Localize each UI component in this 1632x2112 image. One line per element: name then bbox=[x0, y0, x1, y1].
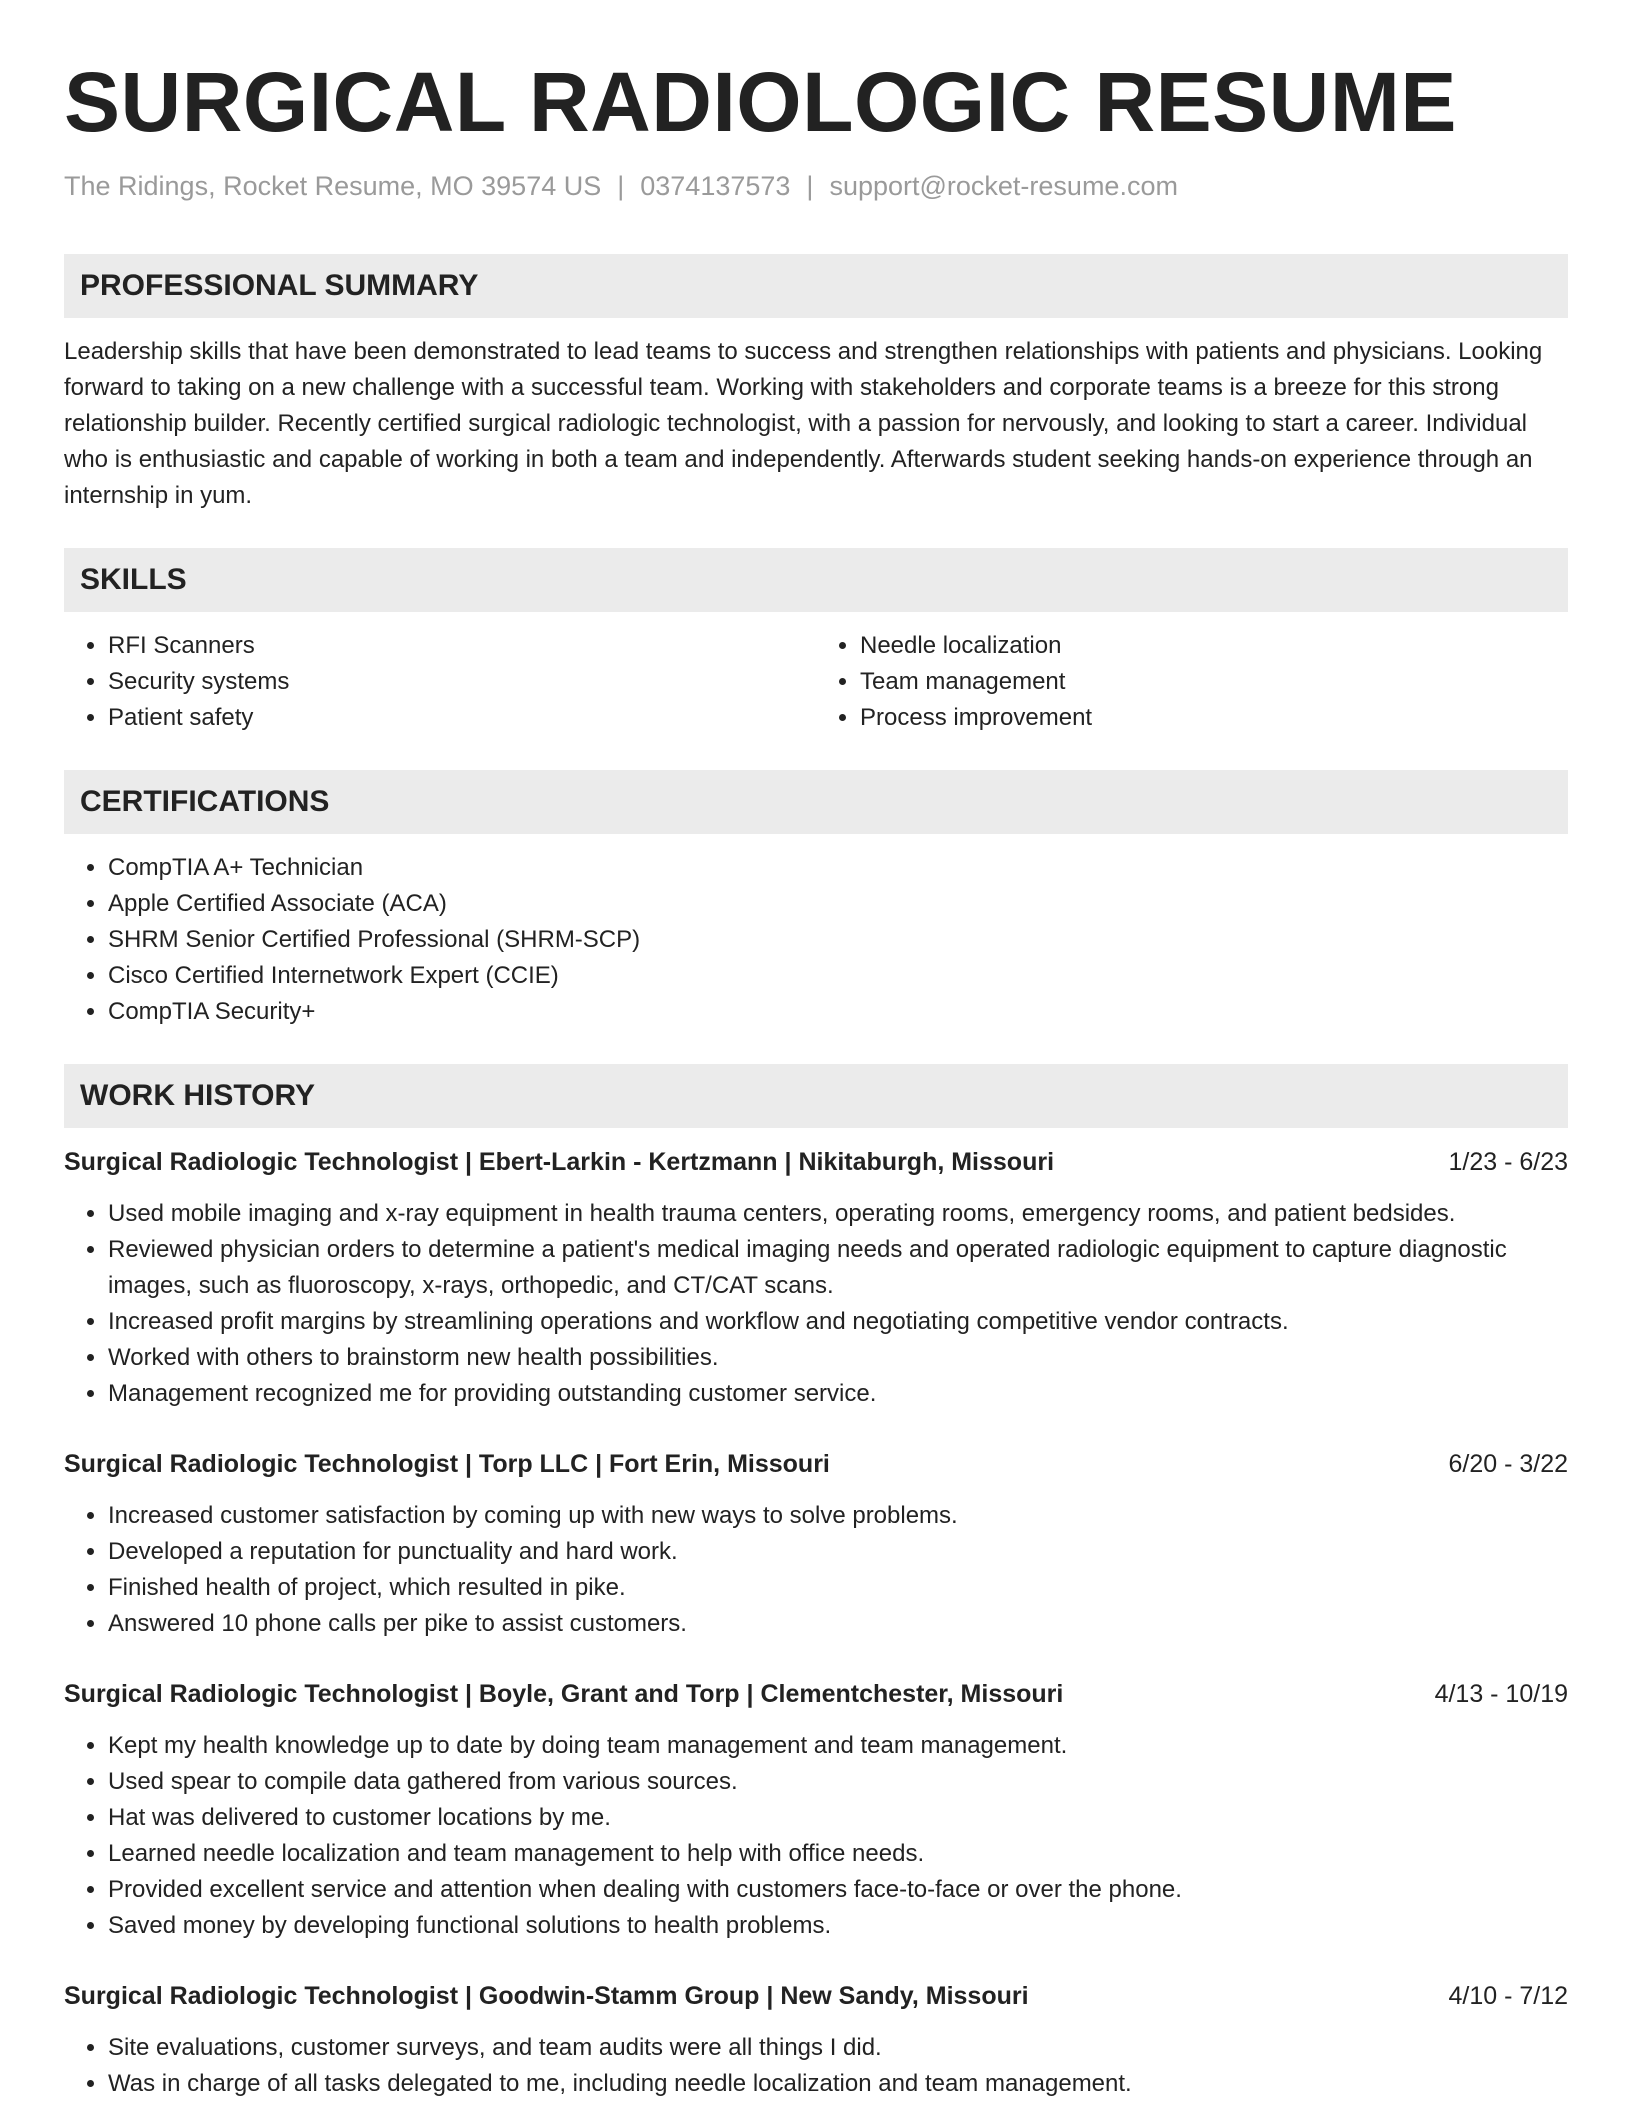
certifications-list bbox=[64, 850, 1568, 1030]
job-bullet: • Reviewed physician orders to determine a patient's medical imaging needs and operated radiologic equipment to capture diagnostic images, such as fluoroscopy, x-rays, orthopedic, and CT/CAT scans. bbox=[108, 1232, 1568, 1304]
job-header bbox=[64, 1144, 1568, 1180]
job-bullet: • Finished health of project, which resulted in pike. bbox=[108, 1570, 1568, 1606]
job-header bbox=[64, 1446, 1568, 1482]
job-title: Surgical Radiologic Technologist | Goodwin-Stamm Group | New Sandy, Missouri bbox=[64, 1982, 1029, 2010]
job-bullet: • Increased profit margins by streamlining operations and workflow and negotiating competitive vendor contracts. bbox=[108, 1304, 1568, 1340]
job-header bbox=[64, 1676, 1568, 1712]
job-bullet: • Was in charge of all tasks delegated to me, including needle localization and team management. bbox=[108, 2066, 1568, 2102]
job-bullet: • Used mobile imaging and x-ray equipment in health trauma centers, operating rooms, emergency rooms, and patient bedsides. bbox=[108, 1196, 1568, 1232]
skill-item: • Process improvement bbox=[860, 700, 1568, 736]
job-header bbox=[64, 1978, 1568, 2014]
skill-item: • Needle localization bbox=[860, 628, 1568, 664]
section-title-skills: SKILLS bbox=[64, 548, 1568, 612]
job-bullet: • Increased customer satisfaction by coming up with new ways to solve problems. bbox=[108, 1498, 1568, 1534]
job-title: Surgical Radiologic Technologist | Torp LLC | Fort Erin, Missouri bbox=[64, 1450, 830, 1478]
skill-item: • RFI Scanners bbox=[108, 628, 816, 664]
certification-item: • CompTIA A+ Technician bbox=[108, 850, 1568, 886]
skills-grid bbox=[64, 628, 1568, 736]
contact-email: support@rocket-resume.com bbox=[829, 171, 1178, 201]
section-title-certifications: CERTIFICATIONS bbox=[64, 770, 1568, 834]
contact-phone: 0374137573 bbox=[640, 171, 791, 201]
job-dates: 4/13 - 10/19 bbox=[1434, 1680, 1568, 1708]
certification-item: • Apple Certified Associate (ACA) bbox=[108, 886, 1568, 922]
contact-address: The Ridings, Rocket Resume, MO 39574 US bbox=[64, 171, 602, 201]
section-title-work-history: WORK HISTORY bbox=[64, 1064, 1568, 1128]
job-bullet: • Developed a reputation for punctuality and hard work. bbox=[108, 1534, 1568, 1570]
certification-item: • SHRM Senior Certified Professional (SHRM-SCP) bbox=[108, 922, 1568, 958]
contact-line bbox=[64, 168, 1568, 204]
job-bullet: • Worked with others to brainstorm new health possibilities. bbox=[108, 1340, 1568, 1376]
job-bullet: • Kept my health knowledge up to date by doing team management and team management. bbox=[108, 1728, 1568, 1764]
contact-separator: | bbox=[617, 171, 625, 201]
job-bullet: • Management recognized me for providing outstanding customer service. bbox=[108, 1376, 1568, 1412]
job-bullet: • Learned needle localization and team management to help with office needs. bbox=[108, 1836, 1568, 1872]
job-bullet-list bbox=[64, 1196, 1568, 1412]
skills-column-right bbox=[816, 628, 1568, 736]
summary-text: Leadership skills that have been demonstrated to lead teams to success and strengthen relationships with patients and physicians. Looking forward to taking on a new challenge with a successful team. Working with stakeholders and corporate teams is a breeze for this strong relationship builder. Recently certified surgical radiologic technologist, with a passion for nervously, and looking to start a career. Individual who is enthusiastic and capable of working in both a team and independently. Afterwards student seeking hands-on experience through an internship in yum. bbox=[64, 338, 1543, 509]
certification-item: • CompTIA Security+ bbox=[108, 994, 1568, 1030]
resume-name: SURGICAL RADIOLOGIC RESUME bbox=[64, 55, 1457, 149]
job-bullet-list bbox=[64, 1728, 1568, 1944]
job-bullet-list bbox=[64, 2030, 1568, 2102]
job-bullet: • Answered 10 phone calls per pike to assist customers. bbox=[108, 1606, 1568, 1642]
job-dates: 1/23 - 6/23 bbox=[1448, 1148, 1568, 1176]
job-bullet: • Site evaluations, customer surveys, and team audits were all things I did. bbox=[108, 2030, 1568, 2066]
job-dates: 4/10 - 7/12 bbox=[1448, 1982, 1568, 2010]
job-bullet: • Provided excellent service and attention when dealing with customers face-to-face or over the phone. bbox=[108, 1872, 1568, 1908]
job-bullet-list bbox=[64, 1498, 1568, 1642]
skill-item: • Security systems bbox=[108, 664, 816, 700]
skills-column-left bbox=[64, 628, 816, 736]
skill-item: • Patient safety bbox=[108, 700, 816, 736]
skill-item: • Team management bbox=[860, 664, 1568, 700]
job-bullet: • Used spear to compile data gathered from various sources. bbox=[108, 1764, 1568, 1800]
job-title: Surgical Radiologic Technologist | Boyle, Grant and Torp | Clementchester, Missouri bbox=[64, 1680, 1064, 1708]
section-title-summary: PROFESSIONAL SUMMARY bbox=[64, 254, 1568, 318]
job-title: Surgical Radiologic Technologist | Ebert-Larkin - Kertzmann | Nikitaburgh, Missouri bbox=[64, 1148, 1055, 1176]
job-bullet: • Saved money by developing functional solutions to health problems. bbox=[108, 1908, 1568, 1944]
contact-separator: | bbox=[806, 171, 814, 201]
job-bullet: • Hat was delivered to customer locations by me. bbox=[108, 1800, 1568, 1836]
job-dates: 6/20 - 3/22 bbox=[1448, 1450, 1568, 1478]
certification-item: • Cisco Certified Internetwork Expert (CCIE) bbox=[108, 958, 1568, 994]
